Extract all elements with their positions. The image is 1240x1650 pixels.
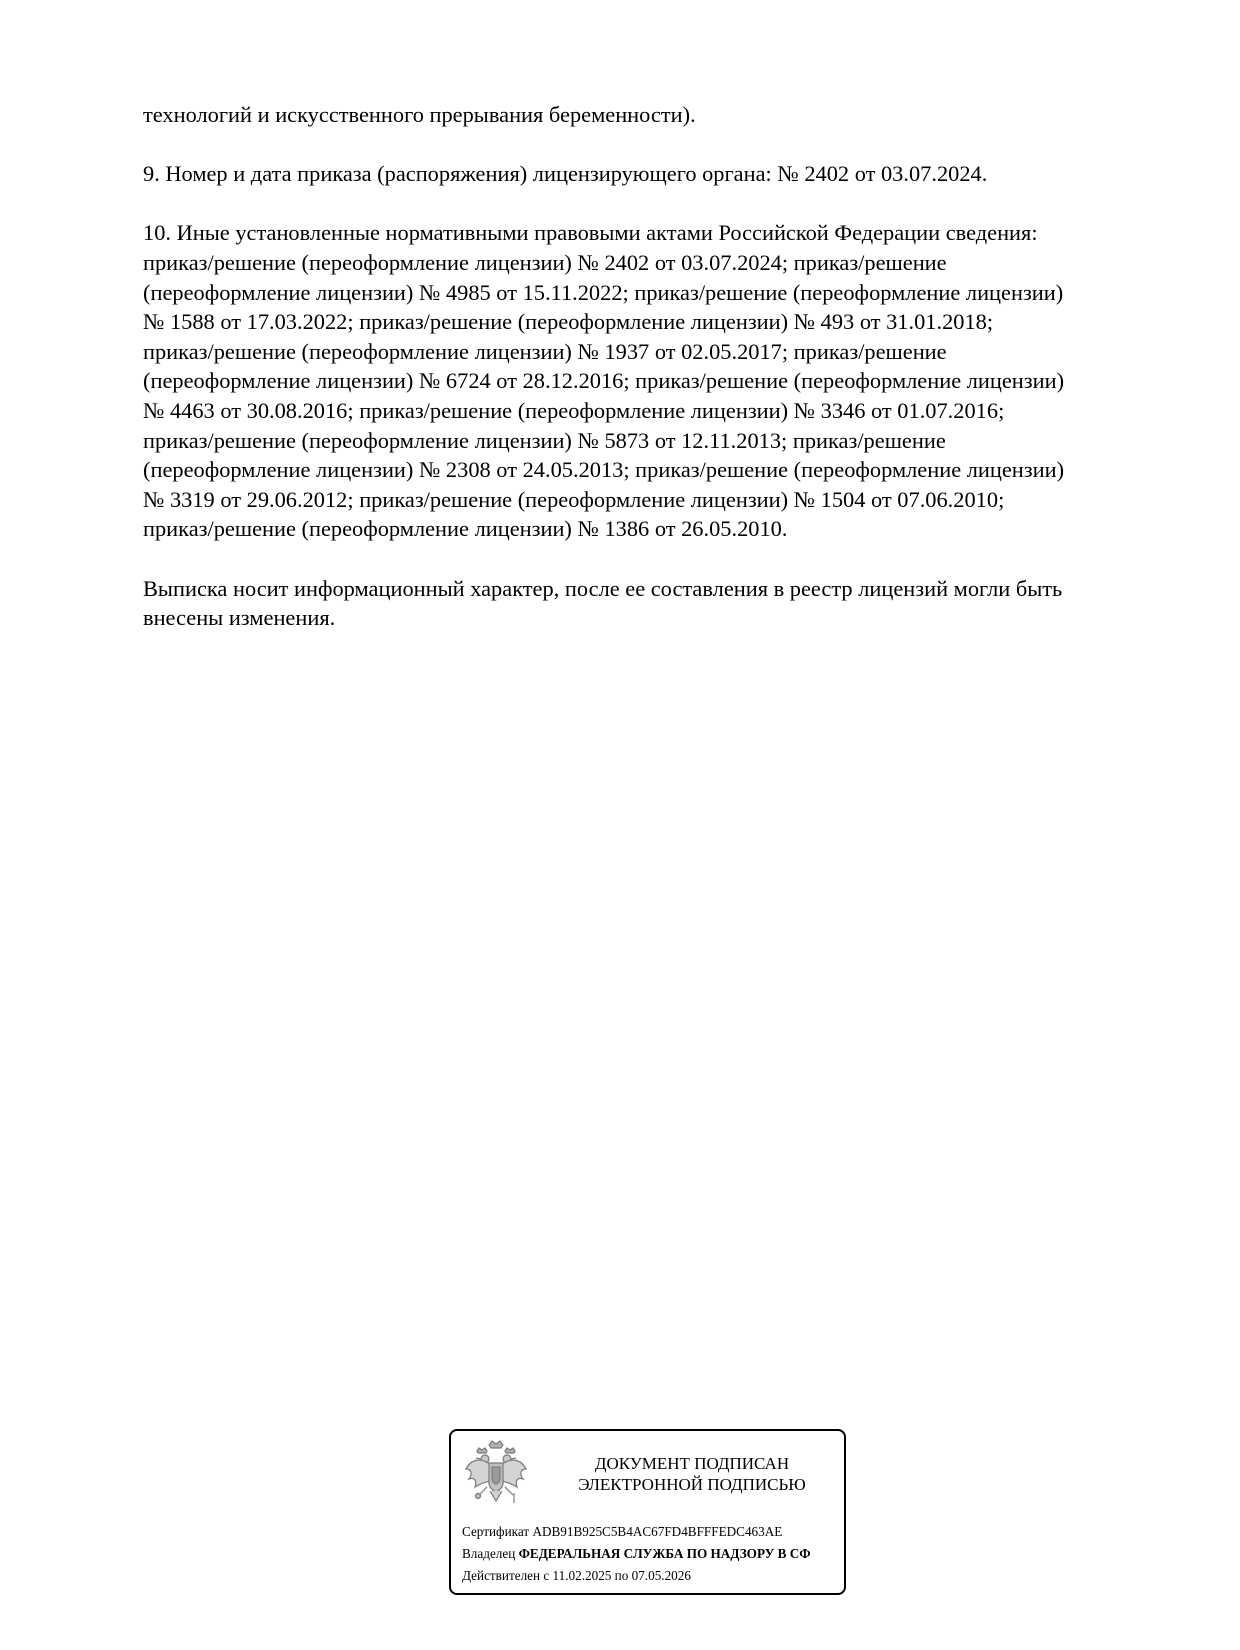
text-line: № 4463 от 30.08.2016; приказ/решение (переоформление лицензии) № 3346 от 01.07.2016; (143, 397, 1005, 423)
paragraph-continuation (143, 100, 1143, 130)
document-body (143, 100, 1143, 662)
text-line: 10. Иные установленные нормативными правовыми актами Российской Федерации сведения: (143, 220, 1038, 246)
text-line: приказ/решение (переоформление лицензии) № 1937 от 02.05.2017; приказ/решение (143, 338, 947, 364)
paragraph-other-info (143, 218, 1143, 544)
text-line: (переоформление лицензии) № 6724 от 28.12.2016; приказ/решение (переоформление лицензии) (143, 368, 1065, 394)
text-line: Выписка носит информационный характер, после ее составления в реестр лицензий могли быть (143, 575, 1063, 601)
coat-of-arms-icon (463, 1439, 529, 1511)
text-line: технологий и искусственного прерывания беременности). (143, 102, 696, 127)
signature-stamp (449, 1429, 846, 1595)
text-line: приказ/решение (переоформление лицензии) № 1386 от 26.05.2010. (143, 516, 788, 542)
text-line: (переоформление лицензии) № 4985 от 15.11.2022; приказ/решение (переоформление лицензии) (143, 279, 1064, 305)
text-line: внесены изменения. (143, 605, 336, 631)
text-line: приказ/решение (переоформление лицензии) № 2402 от 03.07.2024; приказ/решение (143, 249, 947, 275)
paragraph-disclaimer (143, 574, 1143, 633)
text-line: № 3319 от 29.06.2012; приказ/решение (переоформление лицензии) № 1504 от 07.06.2010; (143, 486, 1005, 512)
validity-row: Действителен с 11.02.2025 по 07.05.2026 (462, 1568, 691, 1583)
stamp-title-line: ДОКУМЕНТ ПОДПИСАН (594, 1454, 790, 1473)
stamp-title-line: ЭЛЕКТРОННОЙ ПОДПИСЬЮ (578, 1475, 806, 1494)
stamp-info (462, 1521, 846, 1587)
owner-row (462, 1543, 846, 1565)
certificate-label: Сертификат (462, 1524, 530, 1539)
text-line: приказ/решение (переоформление лицензии) № 5873 от 12.11.2013; приказ/решение (143, 427, 946, 453)
certificate-value: ADB91B925C5B4AC67FD4BFFFEDC463AE (532, 1524, 783, 1539)
text-line: 9. Номер и дата приказа (распоряжения) лицензирующего органа: № 2402 от 03.07.2024. (143, 161, 988, 187)
owner-value: ФЕДЕРАЛЬНАЯ СЛУЖБА ПО НАДЗОРУ В СФ (518, 1546, 811, 1561)
owner-label: Владелец (462, 1546, 516, 1561)
stamp-title (547, 1453, 837, 1495)
paragraph-order-number (143, 159, 1143, 189)
text-line: № 1588 от 17.03.2022; приказ/решение (переоформление лицензии) № 493 от 31.01.2018; (143, 309, 994, 335)
text-line: (переоформление лицензии) № 2308 от 24.05.2013; приказ/решение (переоформление лицензии) (143, 457, 1065, 483)
certificate-row (462, 1521, 846, 1543)
